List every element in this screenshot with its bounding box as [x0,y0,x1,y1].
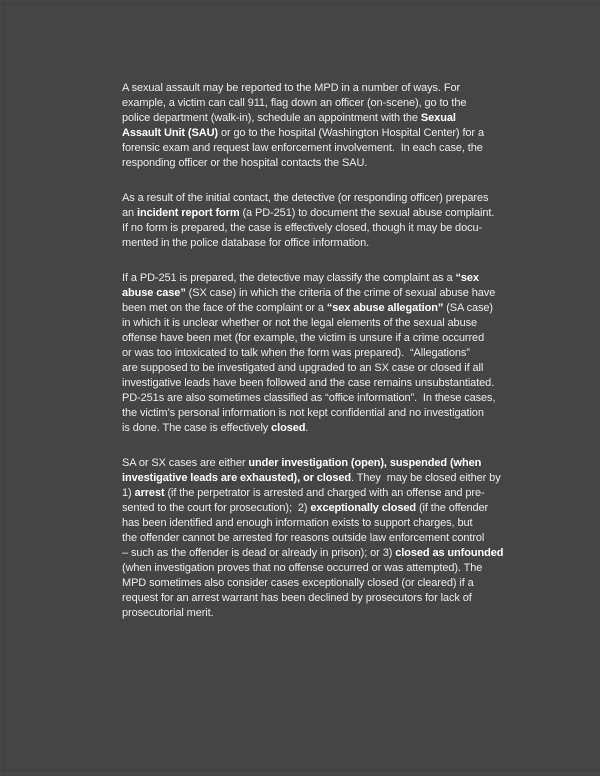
text-line [122,591,522,606]
text-run-bold: investigative leads are exhausted), or closed [122,472,352,484]
text-run: . [305,422,309,434]
text-line [122,206,522,221]
scan-edge-left [3,0,4,776]
document-text [122,81,522,641]
text-run: 1) [122,487,135,499]
text-run: in which it is unclear whether or not the legal elements of the sexual abuse [122,317,477,329]
text-line [122,191,522,206]
text-run: is done. The case is effectively [122,422,272,434]
text-run-bold: Sexual [420,112,456,124]
text-run: responding officer or the hospital contacts the SAU. [122,157,368,169]
text-line [122,81,522,96]
text-run: (a PD-251) to document the sexual abuse complaint. [239,207,495,219]
paragraph-3 [122,271,522,436]
text-run: (SA case) [443,302,493,314]
text-line [122,331,522,346]
text-line [122,516,522,531]
text-run: or was too intoxicated to talk when the form was prepared). “Allegations” [122,347,470,359]
text-line [122,546,522,561]
text-line [122,316,522,331]
text-line [122,236,522,251]
text-line [122,156,522,171]
text-run-bold: “sex [455,272,479,284]
paragraph-4 [122,456,522,621]
text-run: police department (walk-in), schedule an appointment with the [122,112,421,124]
paragraph-2 [122,191,522,251]
text-run: – such as the offender is dead or already in prison); or 3) [122,547,396,559]
text-line [122,421,522,436]
text-run: the offender cannot be arrested for reasons outside law enforcement control [122,532,485,544]
text-run: mented in the police database for office information. [122,237,370,249]
text-line [122,561,522,576]
text-run: (if the perpetrator is arrested and charged with an offense and pre- [164,487,485,499]
text-run-bold: under investigation (open), suspended (when [248,457,482,469]
text-run: example, a victim can call 911, flag down an officer (on-scene), go to the [122,97,467,109]
text-line [122,126,522,141]
text-run: or go to the hospital (Washington Hospital Center) for a [217,127,484,139]
text-line [122,141,522,156]
text-run: investigative leads have been followed and the case remains unsubstantiated. [122,377,495,389]
text-line [122,346,522,361]
text-line [122,221,522,236]
text-run: offense have been met (for example, the victim is unsure if a crime occurred [122,332,485,344]
scan-edge-bottom [0,770,600,771]
text-run: request for an arrest warrant has been declined by prosecutors for lack of [122,592,472,604]
text-run: sented to the court for prosecution); 2) [122,502,311,514]
text-run-bold: exceptionally closed [310,502,417,514]
text-line [122,501,522,516]
text-run: (when investigation proves that no offense occurred or was attempted). The [122,562,483,574]
text-line [122,286,522,301]
text-run: been met on the face of the complaint or a [122,302,327,314]
text-run: prosecutorial merit. [122,607,214,619]
text-run: SA or SX cases are either [122,457,249,469]
text-line [122,301,522,316]
text-line [122,606,522,621]
text-run: . They may be closed either by [351,472,501,484]
text-line [122,456,522,471]
text-run: (SX case) in which the criteria of the crime of sexual abuse have [185,287,496,299]
text-line [122,111,522,126]
text-run-bold: Assault Unit (SAU) [122,127,218,139]
text-line [122,471,522,486]
text-line [122,376,522,391]
text-line [122,576,522,591]
text-run: an [122,207,137,219]
text-line [122,531,522,546]
text-run: A sexual assault may be reported to the MPD in a number of ways. For [122,82,461,94]
text-run-bold: arrest [134,487,165,499]
paragraph-1 [122,81,522,171]
scan-edge-top [0,4,600,5]
text-run: As a result of the initial contact, the detective (or responding officer) prepares [122,192,489,204]
text-line [122,96,522,111]
text-run: If a PD-251 is prepared, the detective may classify the complaint as a [122,272,456,284]
text-run-bold: abuse case” [122,287,186,299]
text-run-bold: closed as unfounded [395,547,504,559]
text-run: the victim’s personal information is not kept confidential and no investigation [122,407,484,419]
text-run-bold: closed [271,422,306,434]
text-run-bold: incident report form [137,207,240,219]
text-run-bold: “sex abuse allegation” [326,302,444,314]
text-line [122,271,522,286]
text-run: has been identified and enough information exists to support charges, but [122,517,473,529]
text-run: If no form is prepared, the case is effectively closed, though it may be docu- [122,222,483,234]
text-run: (if the offender [416,502,489,514]
text-line [122,361,522,376]
text-line [122,486,522,501]
text-run: forensic exam and request law enforcement involvement. In each case, the [122,142,483,154]
text-run: are supposed to be investigated and upgraded to an SX case or closed if all [122,362,484,374]
text-line [122,406,522,421]
text-line [122,391,522,406]
text-run: PD-251s are also sometimes classified as “office information”. In these cases, [122,392,496,404]
text-run: MPD sometimes also consider cases exceptionally closed (or cleared) if a [122,577,474,589]
